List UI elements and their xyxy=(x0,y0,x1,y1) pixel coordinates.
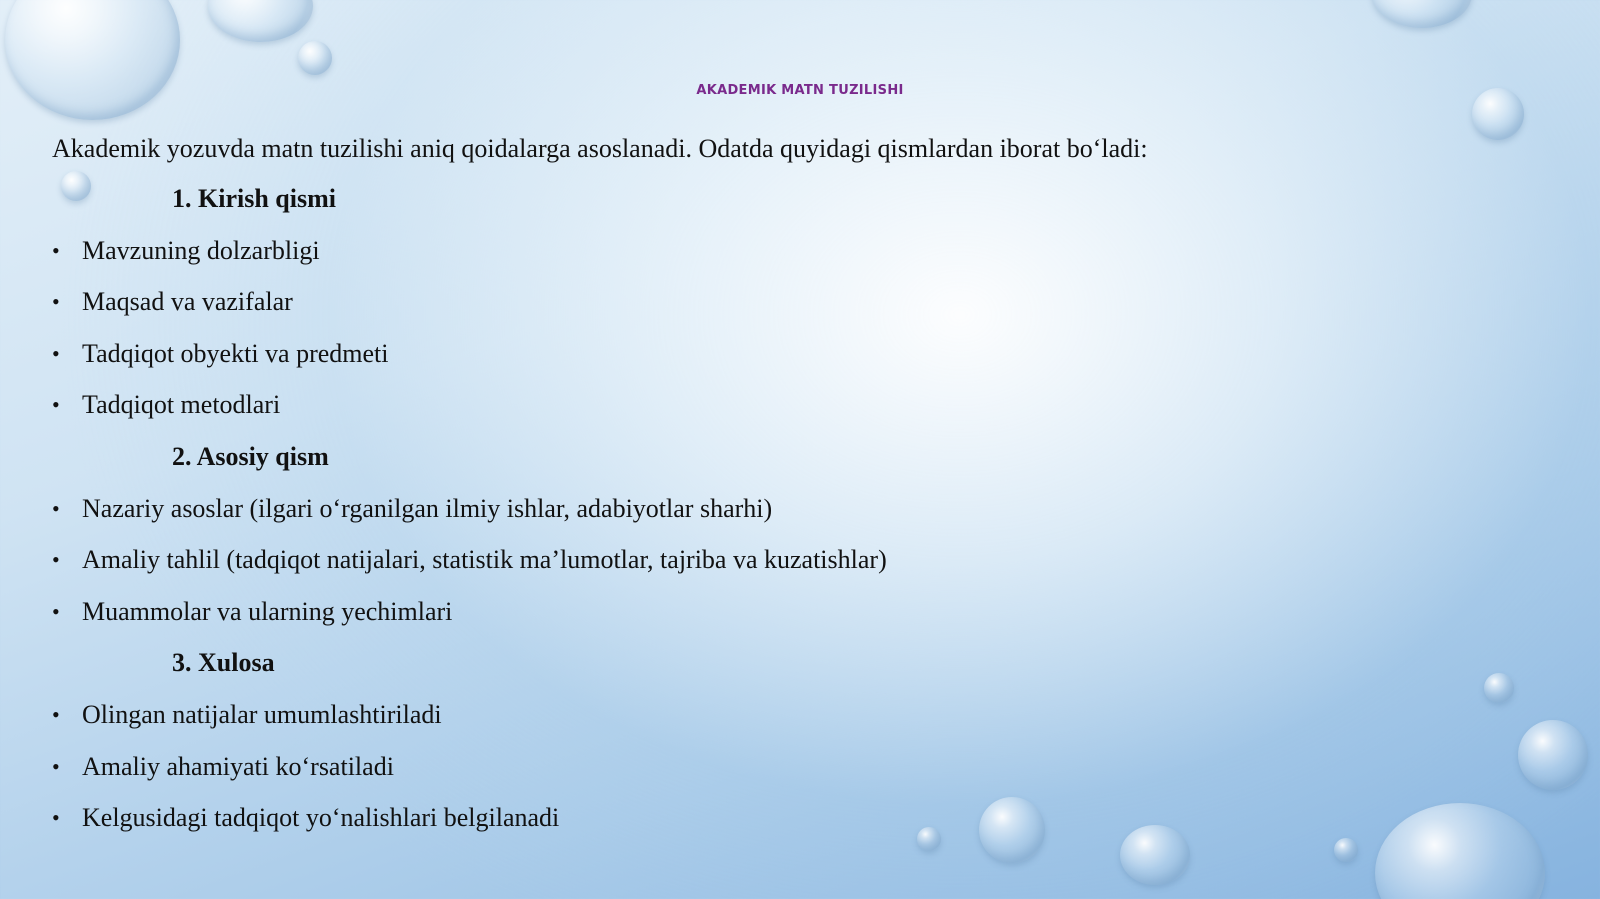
list-item-text: Tadqiqot metodlari xyxy=(82,390,281,420)
bullet-list xyxy=(52,233,1552,424)
slide-title: AKADEMIK MATN TUZILISHI xyxy=(696,83,904,98)
bullet-icon: • xyxy=(52,805,60,831)
bullet-icon: • xyxy=(52,237,60,263)
list-item-text: Kelgusidagi tadqiqot yo‘nalishlari belgilanadi xyxy=(82,803,560,833)
bullet-icon: • xyxy=(52,547,60,573)
water-drop-decoration xyxy=(1372,0,1472,28)
list-item xyxy=(52,491,1552,527)
section-heading: 3. Xulosa xyxy=(172,648,275,678)
bullet-icon: • xyxy=(52,289,60,315)
intro-paragraph: Akademik yozuvda matn tuzilishi aniq qoidalarga asoslanadi. Odatda quyidagi qismlardan iborat bo‘ladi: xyxy=(52,134,1148,163)
list-item xyxy=(52,697,1552,733)
slide-content xyxy=(52,131,1552,852)
bullet-list xyxy=(52,491,1552,630)
list-item-text: Muammolar va ularning yechimlari xyxy=(82,596,453,626)
bullet-icon: • xyxy=(52,753,60,779)
water-drop-decoration xyxy=(5,0,180,120)
list-item xyxy=(52,594,1552,630)
list-item-text: Amaliy ahamiyati ko‘rsatiladi xyxy=(82,751,394,781)
bullet-icon: • xyxy=(52,340,60,366)
bullet-icon: • xyxy=(52,495,60,521)
water-drop-decoration xyxy=(208,0,313,42)
list-item xyxy=(52,284,1552,320)
section-heading: 1. Kirish qismi xyxy=(172,184,336,213)
bullet-icon: • xyxy=(52,598,60,624)
list-item-text: Tadqiqot obyekti va predmeti xyxy=(82,338,389,368)
water-drop-decoration xyxy=(298,41,332,75)
list-item-text: Maqsad va vazifalar xyxy=(82,287,293,317)
list-item-text: Mavzuning dolzarbligi xyxy=(82,235,320,265)
list-item xyxy=(52,800,1552,836)
list-item xyxy=(52,749,1552,785)
bullet-icon: • xyxy=(52,392,60,418)
list-item xyxy=(52,542,1552,578)
list-item-text: Nazariy asoslar (ilgari o‘rganilgan ilmiy ishlar, adabiyotlar sharhi) xyxy=(82,493,773,523)
list-item xyxy=(52,336,1552,372)
list-item-text: Olingan natijalar umumlashtiriladi xyxy=(82,699,442,729)
bullet-list xyxy=(52,697,1552,836)
bullet-icon: • xyxy=(52,701,60,727)
list-item xyxy=(52,233,1552,269)
list-item-text: Amaliy tahlil (tadqiqot natijalari, statistik ma’lumotlar, tajriba va kuzatishlar) xyxy=(82,545,887,575)
list-item xyxy=(52,387,1552,423)
section-heading: 2. Asosiy qism xyxy=(172,441,329,471)
